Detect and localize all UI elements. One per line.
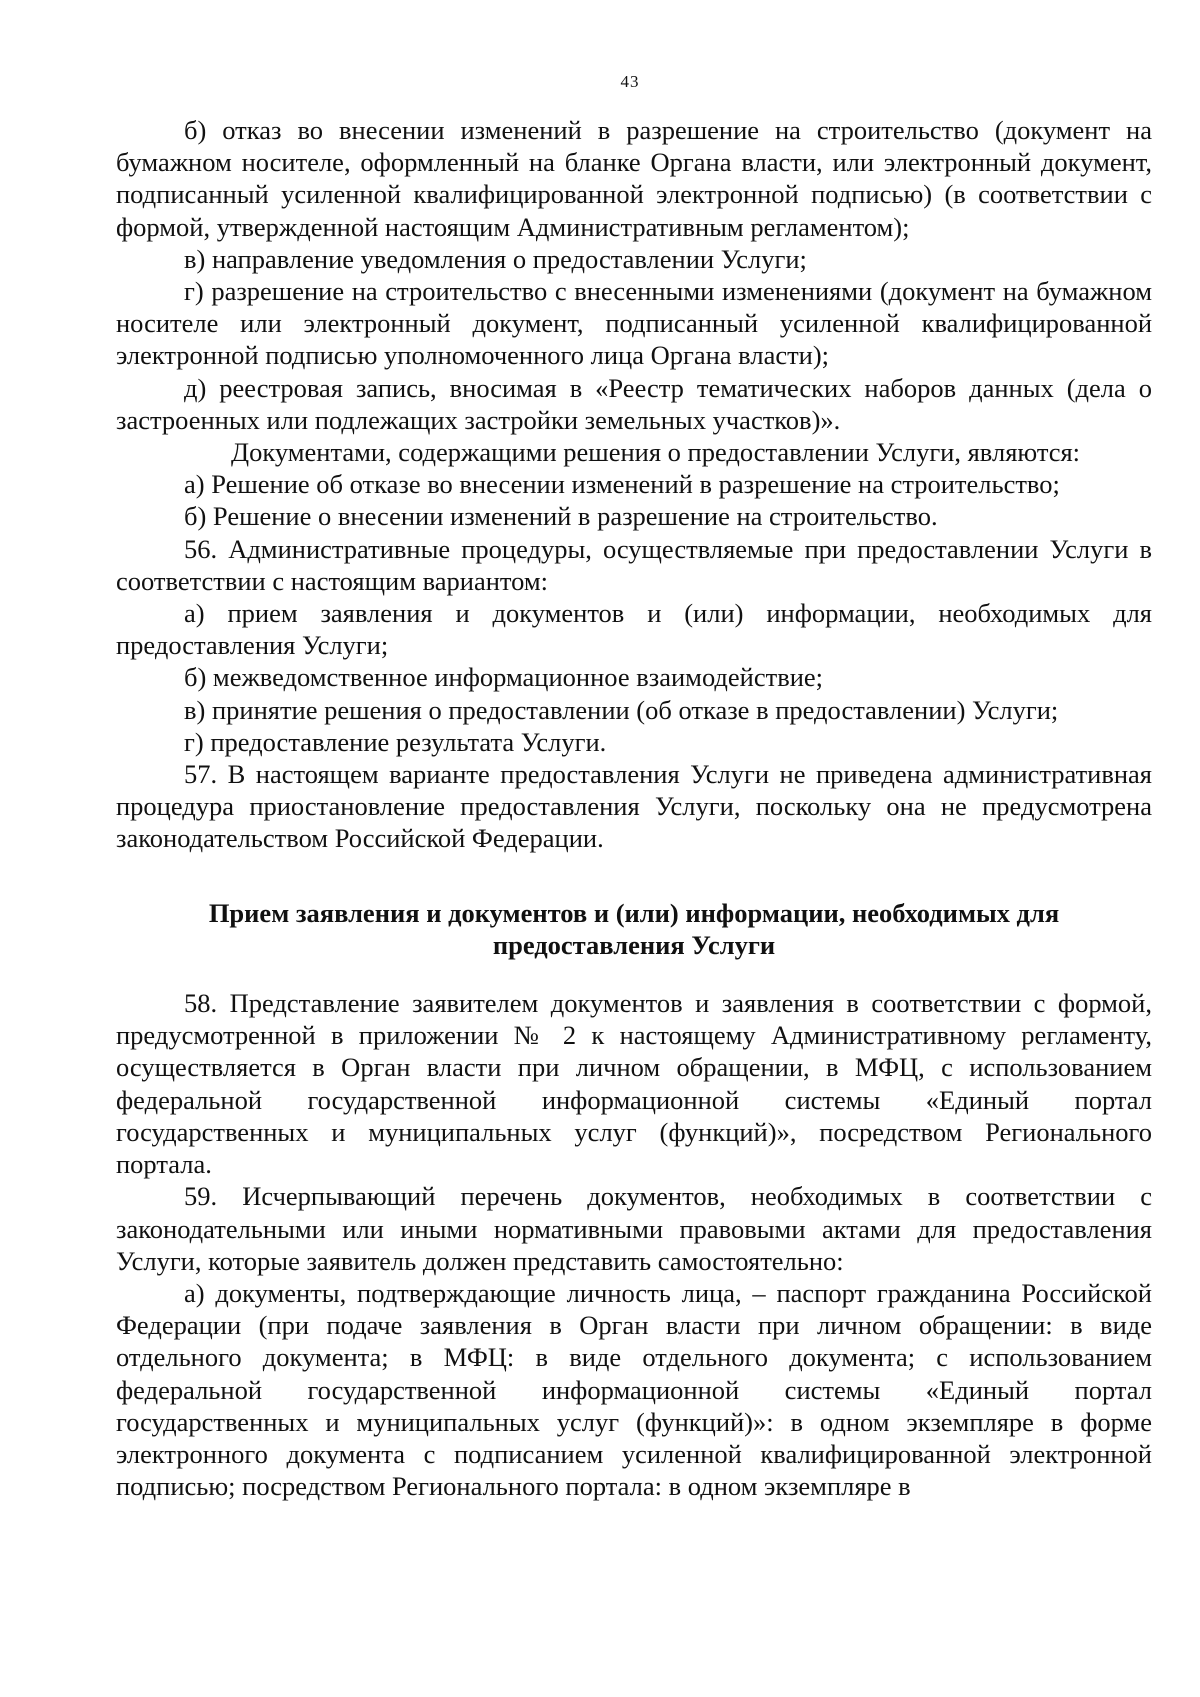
section-heading: Прием заявления и документов и (или) информации, необходимых для предоставления Услуги	[208, 897, 1060, 960]
paragraph-59-a: а) документы, подтверждающие личность лица, – паспорт гражданина Российской Федерации (при подаче заявления в Орган власти при личном обращении: в виде отдельного документа; в МФЦ: в виде отдельного документа; с использованием федеральной государственной информационной системы «Единый портал государственных и муниципальных услуг (функций)»: в одном экземпляре в форме электронного документа с подписанием усиленной квалифицированной электронной подписью; посредством Регионального портала: в одном экземпляре в	[116, 1277, 1152, 1502]
paragraph-56-g: г) предоставление результата Услуги.	[184, 726, 607, 757]
heading-spacer	[116, 961, 1152, 987]
paragraph-refusal-document: б) отказ во внесении изменений в разрешение на строительство (документ на бумажном носителе, оформленный на бланке Органа власти, или электронный документ, подписанный усиленной квалифицированной электронной подписью) (в соответствии с формой, утвержденной настоящим Административным регламентом);	[116, 115, 1152, 242]
section-spacer	[116, 855, 1152, 897]
paragraph-56-b: б) межведомственное информационное взаимодействие;	[184, 662, 824, 693]
paragraph-registry-record: д) реестровая запись, вносимая в «Реестр тематических наборов данных (дела о застроенных или подлежащих застройки земельных участков)».	[116, 372, 1152, 435]
paragraph-56-a: а) прием заявления и документов и (или) информации, необходимых для предоставления Услуги;	[116, 598, 1152, 661]
paragraph-permit-with-changes: г) разрешение на строительство с внесенными изменениями (документ на бумажном носителе или электронный документ, подписанный усиленной квалифицированной электронной подписью уполномоченного лица Органа власти);	[116, 276, 1152, 371]
paragraph-58: 58. Представление заявителем документов и заявления в соответствии с формой, предусмотренной в приложении № 2 к настоящему Административному регламенту, осуществляется в Орган власти при личном обращении, в МФЦ, с использованием федеральной государственной информационной системы «Единый портал государственных и муниципальных услуг (функций)», посредством Регионального портала.	[116, 988, 1152, 1180]
page-number: 43	[620, 72, 640, 91]
paragraph-notification: в) направление уведомления о предоставлении Услуги;	[184, 243, 807, 274]
paragraph-decision-approval: б) Решение о внесении изменений в разрешение на строительство.	[184, 501, 938, 532]
paragraph-decision-refusal: а) Решение об отказе во внесении изменений в разрешение на строительство;	[184, 469, 1060, 500]
paragraph-56-v: в) принятие решения о предоставлении (об отказе в предоставлении) Услуги;	[184, 694, 1059, 725]
paragraph-56: 56. Административные процедуры, осуществляемые при предоставлении Услуги в соответствии с настоящим вариантом:	[116, 533, 1152, 596]
paragraph-decision-documents: Документами, содержащими решения о предоставлении Услуги, являются:	[231, 437, 1081, 468]
document-body	[116, 114, 1152, 1502]
paragraph-57: 57. В настоящем варианте предоставления Услуги не приведена административная процедура приостановление предоставления Услуги, поскольку она не предусмотрена законодательством Российской Федерации.	[116, 759, 1152, 854]
paragraph-59: 59. Исчерпывающий перечень документов, необходимых в соответствии с законодательными или иными нормативными правовыми актами для предоставления Услуги, которые заявитель должен представить самостоятельно:	[116, 1181, 1152, 1276]
